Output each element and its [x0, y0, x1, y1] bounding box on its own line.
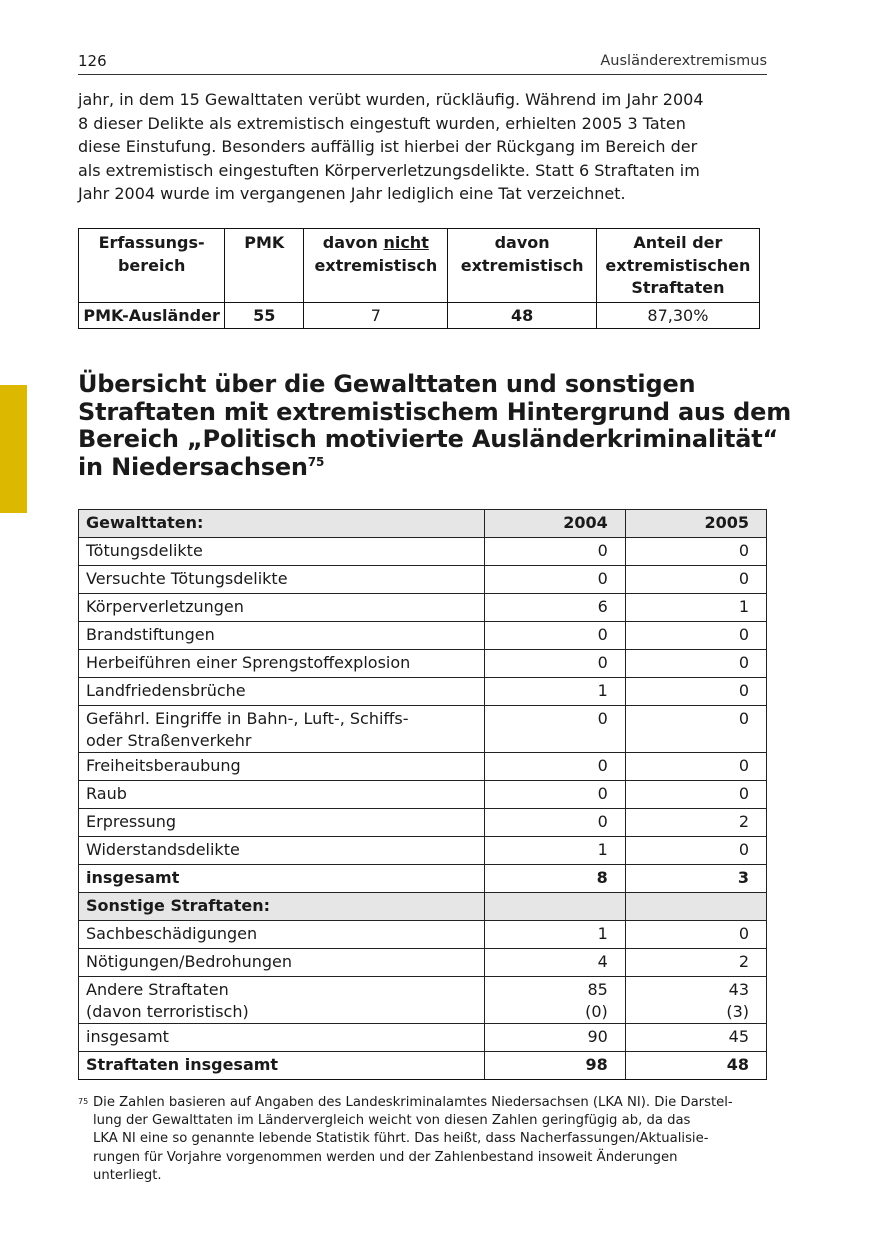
- header-2005: 2005: [625, 510, 766, 538]
- value-2004: 6: [484, 594, 625, 622]
- row-label: Körperverletzungen: [79, 594, 485, 622]
- cell-bereich: PMK-Ausländer: [79, 302, 225, 328]
- value-2005: 48: [625, 1052, 766, 1080]
- footnote-number: 75: [78, 1097, 89, 1106]
- value-2005: 45: [625, 1024, 766, 1052]
- header-anteil: Anteil der extremistischen Straftaten: [596, 229, 759, 303]
- cell-anteil: 87,30%: [596, 302, 759, 328]
- row-label: Andere Straftaten (davon terroristisch): [79, 977, 485, 1024]
- row-label: Straftaten insgesamt: [79, 1052, 485, 1080]
- row-label: Nötigungen/Bedrohungen: [79, 949, 485, 977]
- page-number: 126: [78, 52, 107, 70]
- value-2005: 0: [625, 781, 766, 809]
- table-row: [79, 538, 767, 566]
- value-2004: 0: [484, 650, 625, 678]
- row-label: Tötungsdelikte: [79, 538, 485, 566]
- heading-line: Bereich „Politisch motivierte Ausländerkriminalität“: [78, 425, 779, 453]
- cell-pmk: 55: [225, 302, 304, 328]
- value-2005: 0: [625, 622, 766, 650]
- value-2004: [484, 893, 625, 921]
- table-row: [79, 650, 767, 678]
- value-2004: 0: [484, 781, 625, 809]
- intro-line: 8 dieser Delikte als extremistisch eingestuft wurden, erhielten 2005 3 Taten: [78, 113, 686, 133]
- value-2005: 0: [625, 921, 766, 949]
- value-2004: 0: [484, 753, 625, 781]
- cell-nicht-extremistisch: 7: [304, 302, 448, 328]
- gewalt-total-row: [79, 865, 767, 893]
- summary-table-row: [79, 302, 760, 328]
- header-gewalttaten: Gewalttaten:: [79, 510, 485, 538]
- value-2004: 0: [484, 566, 625, 594]
- value-2005: 0: [625, 706, 766, 753]
- footnote-text: Die Zahlen basieren auf Angaben des Landeskriminalamtes Niedersachsen (LKA NI). Die Darstel- lung der Gewalttaten im Ländervergleich weicht von diesen Zahlen geringfügig ab, da das LKA NI eine so genannte lebende Statistik führt. Das heißt, dass Nacherfassungen/Aktualisie- rungen für Vorjahre vorgenommen werden und der Zahlenbestand insoweit Änderungen unterliegt.: [93, 1095, 733, 1183]
- intro-line: diese Einstufung. Besonders auffällig ist hierbei der Rückgang im Bereich der: [78, 137, 698, 157]
- grand-total-row: [79, 1052, 767, 1080]
- table-row: [79, 706, 767, 753]
- row-label: Widerstandsdelikte: [79, 837, 485, 865]
- value-2004: 0: [484, 538, 625, 566]
- table-row: [79, 949, 767, 977]
- heading-line: Übersicht über die Gewalttaten und sonstigen: [78, 370, 696, 398]
- table-row: [79, 678, 767, 706]
- row-label: Sonstige Straftaten:: [79, 893, 485, 921]
- row-label: Versuchte Tötungsdelikte: [79, 566, 485, 594]
- value-2005: 0: [625, 538, 766, 566]
- row-label: Landfriedensbrüche: [79, 678, 485, 706]
- table-row: [79, 809, 767, 837]
- row-label: Brandstiftungen: [79, 622, 485, 650]
- header-2004: 2004: [484, 510, 625, 538]
- header-pmk: PMK: [225, 229, 304, 303]
- cell-extremistisch: 48: [448, 302, 596, 328]
- table-row: [79, 837, 767, 865]
- row-label: insgesamt: [79, 865, 485, 893]
- value-2005: 0: [625, 650, 766, 678]
- intro-line: jahr, in dem 15 Gewalttaten verübt wurden, rückläufig. Während im Jahr 2004: [78, 90, 704, 109]
- value-2005: 0: [625, 753, 766, 781]
- row-label: insgesamt: [79, 1024, 485, 1052]
- summary-table-header: [79, 229, 760, 303]
- table-row: [79, 753, 767, 781]
- table-row: [79, 921, 767, 949]
- value-2004: 0: [484, 706, 625, 753]
- value-2004: 8: [484, 865, 625, 893]
- header-nicht-extremistisch: davon nicht extremistisch: [304, 229, 448, 303]
- row-label: Raub: [79, 781, 485, 809]
- section-heading: [78, 370, 792, 481]
- statistics-table: [78, 509, 767, 1080]
- table-row: [79, 781, 767, 809]
- value-2004: 1: [484, 678, 625, 706]
- table-header-row: [79, 510, 767, 538]
- intro-paragraph: [78, 88, 768, 206]
- table-row: [79, 594, 767, 622]
- value-2004: 98: [484, 1052, 625, 1080]
- running-title: Ausländerextremismus: [600, 53, 767, 69]
- summary-table: [78, 228, 760, 329]
- row-label: Erpressung: [79, 809, 485, 837]
- table-row: [79, 622, 767, 650]
- value-2005: [625, 893, 766, 921]
- row-label: Gefährl. Eingriffe in Bahn-, Luft-, Schiffs- oder Straßenverkehr: [79, 706, 485, 753]
- value-2005: 3: [625, 865, 766, 893]
- header-erfassungsbereich: Erfassungs- bereich: [79, 229, 225, 303]
- value-2005: 43 (3): [625, 977, 766, 1024]
- intro-line: Jahr 2004 wurde im vergangenen Jahr lediglich eine Tat verzeichnet.: [78, 184, 626, 204]
- footnote-ref[interactable]: 75: [307, 454, 325, 469]
- value-2004: 85 (0): [484, 977, 625, 1024]
- chapter-marker-bar: [0, 385, 27, 513]
- value-2004: 90: [484, 1024, 625, 1052]
- value-2005: 0: [625, 566, 766, 594]
- row-label: Herbeiführen einer Sprengstoffexplosion: [79, 650, 485, 678]
- header-rule: [78, 74, 767, 75]
- value-2005: 0: [625, 678, 766, 706]
- value-2004: 0: [484, 809, 625, 837]
- value-2005: 2: [625, 949, 766, 977]
- footnote: [78, 1094, 768, 1185]
- value-2005: 1: [625, 594, 766, 622]
- sonstige-header-row: [79, 893, 767, 921]
- sonstige-total-row: [79, 1024, 767, 1052]
- intro-line: als extremistisch eingestuften Körperverletzungsdelikte. Statt 6 Straftaten im: [78, 160, 700, 180]
- table-row: [79, 977, 767, 1024]
- value-2005: 2: [625, 809, 766, 837]
- row-label: Freiheitsberaubung: [79, 753, 485, 781]
- row-label: Sachbeschädigungen: [79, 921, 485, 949]
- value-2004: 1: [484, 921, 625, 949]
- header-extremistisch: davon extremistisch: [448, 229, 596, 303]
- heading-line: in Niedersachsen$^{75}$: [78, 452, 325, 481]
- value-2005: 0: [625, 837, 766, 865]
- table-row: [79, 566, 767, 594]
- heading-line: Straftaten mit extremistischem Hintergrund aus dem: [78, 397, 792, 426]
- value-2004: 0: [484, 622, 625, 650]
- value-2004: 1: [484, 837, 625, 865]
- value-2004: 4: [484, 949, 625, 977]
